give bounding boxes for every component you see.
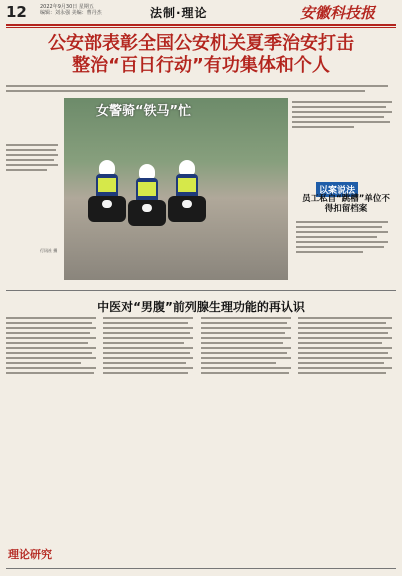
theory-column <box>201 314 295 377</box>
editor-line: 编辑：刘永强 美编：曹丹杰 <box>40 10 102 16</box>
date-line: 2022年9月30日 星期五 <box>40 4 94 10</box>
photo-credit: 行讯社 摄 <box>40 248 58 253</box>
newspaper-name: 安徽科技报 <box>300 4 376 22</box>
header-rule <box>6 24 396 26</box>
section-label-theory: 理论研究 <box>8 548 52 561</box>
theory-column <box>298 314 396 377</box>
photo-title: 女警骑“铁马”忙 <box>96 104 192 119</box>
police-rider <box>88 160 126 222</box>
theory-headline: 中医对“男腹”前列腺生理功能的再认识 <box>97 300 305 314</box>
issue-meta <box>40 4 102 16</box>
masthead <box>0 0 402 26</box>
lead-text <box>6 82 396 96</box>
sidebar-title: 员工私自“跳槽”单位不得扣留档案 <box>302 194 390 214</box>
text-line <box>6 90 365 92</box>
sidebar-text <box>296 218 392 278</box>
main-headline-line-2: 整治“百日行动”有功集体和个人 <box>72 55 330 76</box>
police-rider <box>128 164 166 226</box>
main-headline-line-1: 公安部表彰全国公安机关夏季治安打击 <box>48 33 354 54</box>
sidebar-tag: 以案说法 <box>316 182 358 197</box>
article-frame-top <box>6 290 396 291</box>
police-rider <box>168 160 206 222</box>
theory-column <box>6 314 100 377</box>
text-line <box>6 85 388 87</box>
section-title: 法制·理论 <box>150 6 208 20</box>
theory-body <box>6 314 396 542</box>
article-frame-bottom <box>6 568 396 569</box>
page-number: 12 <box>6 3 27 21</box>
header-rule-thin <box>6 27 396 28</box>
theory-column <box>103 314 197 377</box>
